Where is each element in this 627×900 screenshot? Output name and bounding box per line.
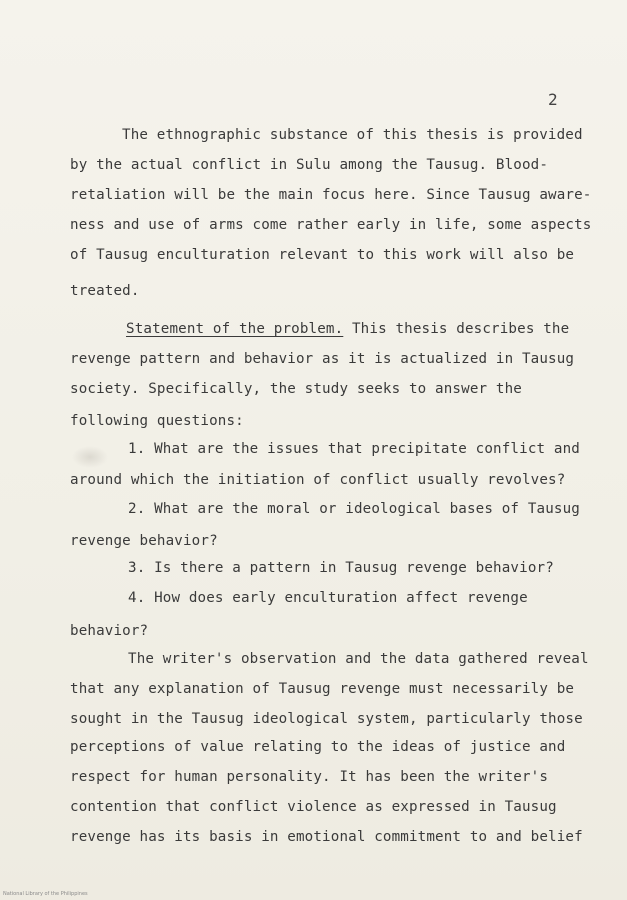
problem-line-4: following questions: bbox=[70, 413, 244, 429]
question-2-line-2: revenge behavior? bbox=[70, 533, 218, 549]
question-1-line-1: 1. What are the issues that precipitate conflict and bbox=[128, 441, 580, 457]
intro-line-1: The ethnographic substance of this thesis is provided bbox=[122, 127, 583, 143]
intro-line-2: by the actual conflict in Sulu among the Tausug. Blood- bbox=[70, 157, 549, 173]
intro-line-5: of Tausug enculturation relevant to this work will also be bbox=[70, 247, 575, 263]
closing-line-4: perceptions of value relating to the ideas of justice and bbox=[70, 739, 566, 755]
closing-line-2: that any explanation of Tausug revenge must necessarily be bbox=[70, 681, 575, 697]
closing-line-5: respect for human personality. It has been the writer's bbox=[70, 769, 549, 785]
intro-line-3: retaliation will be the main focus here. Since Tausug aware- bbox=[70, 187, 592, 203]
question-4-line-2: behavior? bbox=[70, 623, 149, 639]
problem-line-3: society. Specifically, the study seeks to answer the bbox=[70, 381, 522, 397]
problem-line-1-rest: This thesis describes the bbox=[343, 321, 570, 337]
footer-attribution: National Library of the Philippines bbox=[3, 891, 88, 897]
question-4-line-1: 4. How does early enculturation affect revenge bbox=[128, 590, 528, 606]
closing-line-1: The writer's observation and the data gathered reveal bbox=[128, 651, 589, 667]
problem-line-2: revenge pattern and behavior as it is actualized in Tausug bbox=[70, 351, 575, 367]
problem-line-1 bbox=[126, 320, 569, 338]
question-2-line-1: 2. What are the moral or ideological bases of Tausug bbox=[128, 501, 580, 517]
paper-smudge bbox=[72, 446, 108, 468]
closing-line-6: contention that conflict violence as expressed in Tausug bbox=[70, 799, 557, 815]
closing-line-3: sought in the Tausug ideological system, particularly those bbox=[70, 711, 583, 727]
intro-line-6: treated. bbox=[70, 283, 140, 299]
page-number: 2 bbox=[548, 90, 558, 109]
intro-line-4: ness and use of arms come rather early in life, some aspects bbox=[70, 217, 592, 233]
closing-line-7: revenge has its basis in emotional commitment to and belief bbox=[70, 829, 583, 845]
problem-heading: Statement of the problem. bbox=[126, 321, 344, 337]
question-1-line-2: around which the initiation of conflict usually revolves? bbox=[70, 472, 566, 488]
question-3: 3. Is there a pattern in Tausug revenge behavior? bbox=[128, 560, 554, 576]
